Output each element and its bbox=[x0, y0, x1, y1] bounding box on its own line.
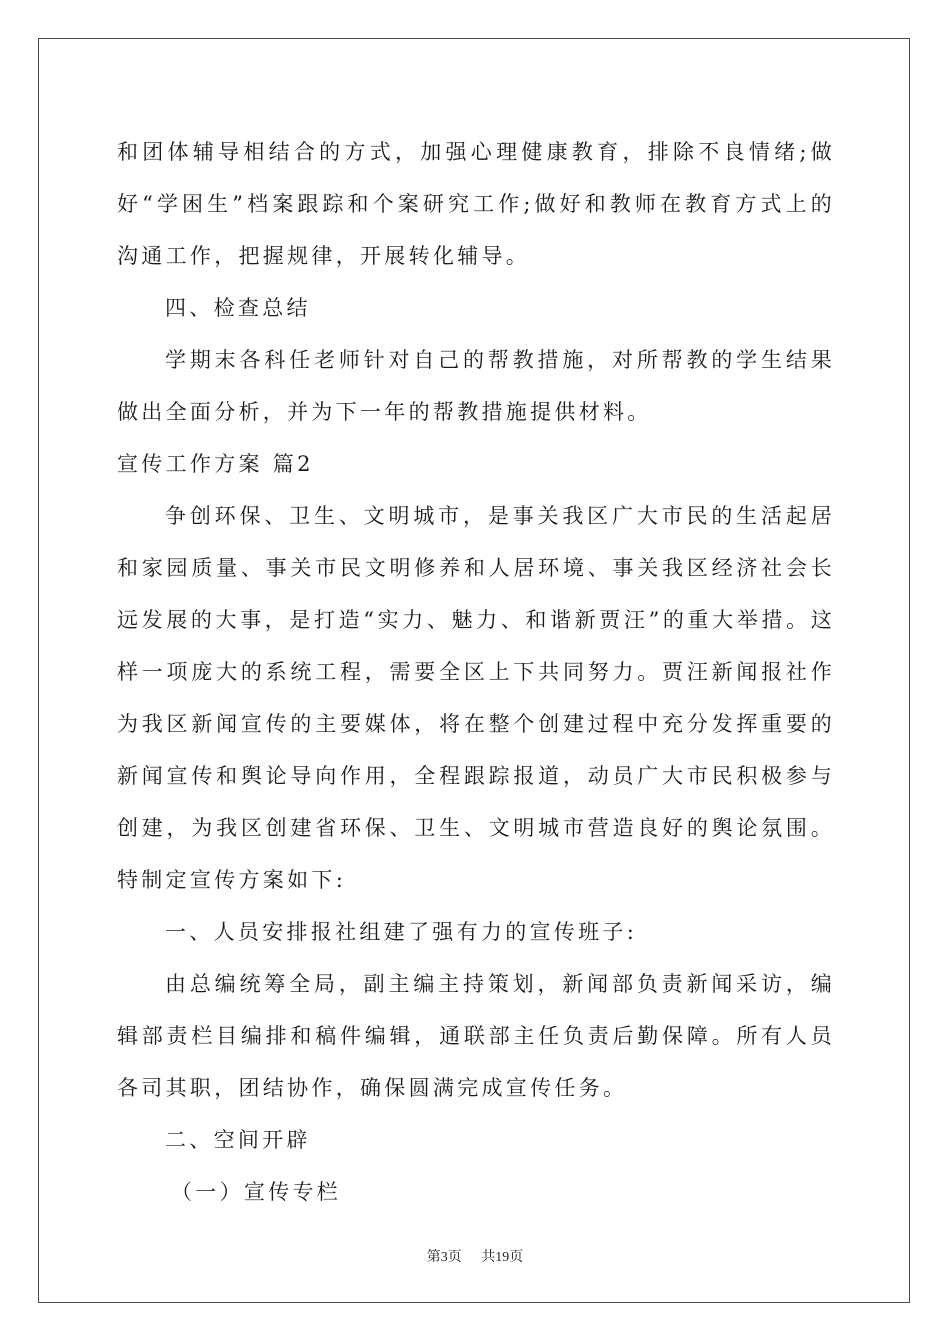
page-footer bbox=[0, 1246, 950, 1266]
current-page-number: 第3页 bbox=[426, 1250, 462, 1265]
section-heading-space: 二、空间开辟 bbox=[165, 1128, 311, 1152]
paragraph-staff-roles: 由总编统筹全局，副主编主持策划，新闻部负责新闻采访，编辑部责栏目编排和稿件编辑，通联部主任负责后勤保障。所有人员各司其职，团结协作，确保圆满完成宣传任务。 bbox=[117, 972, 835, 1100]
paragraph-semester-end: 学期末各科任老师针对自己的帮教措施，对所帮教的学生结果做出全面分析，并为下一年的帮教措施提供材料。 bbox=[117, 348, 835, 424]
section-heading-staffing: 一、人员安排报社组建了强有力的宣传班子: bbox=[165, 920, 638, 944]
document-body bbox=[117, 126, 835, 1218]
sub-heading-column: （一）宣传专栏 bbox=[171, 1180, 342, 1204]
article-title: 宣传工作方案 篇2 bbox=[117, 452, 314, 476]
paragraph-city-campaign: 争创环保、卫生、文明城市，是事关我区广大市民的生活起居和家园质量、事关市民文明修养和人居环境、事关我区经济社会长远发展的大事，是打造“实力、魅力、和谐新贾汪”的重大举措。这样一项庞大的系统工程，需要全区上下共同努力。贾汪新闻报社作为我区新闻宣传的主要媒体，将在整个创建过程中充分发挥重要的新闻宣传和舆论导向作用，全程跟踪报道，动员广大市民积极参与创建，为我区创建省环保、卫生、文明城市营造良好的舆论氛围。特制定宣传方案如下: bbox=[117, 504, 835, 892]
paragraph-continuation: 和团体辅导相结合的方式，加强心理健康教育，排除不良情绪;做好“学困生”档案跟踪和个案研究工作;做好和教师在教育方式上的沟通工作，把握规律，开展转化辅导。 bbox=[117, 140, 835, 268]
section-heading-check-summary: 四、检查总结 bbox=[165, 296, 311, 320]
total-page-count: 共19页 bbox=[481, 1250, 524, 1265]
